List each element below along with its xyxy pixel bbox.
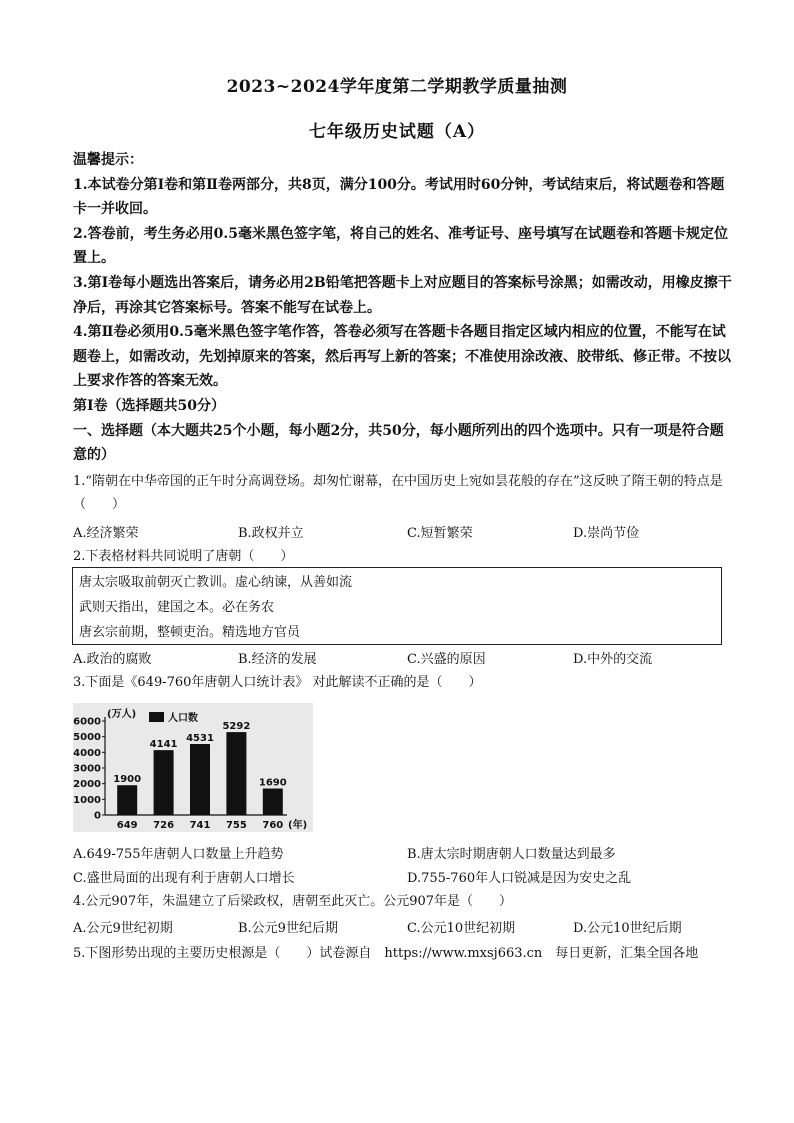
part-title: 一、选择题（本大题共25个小题，每小题2分，共50分，每小题所列出的四个选项中。只有一项是符合题意的）: [73, 422, 724, 464]
q2-option-b: B.经济的发展: [238, 652, 317, 667]
notice-section: [73, 148, 733, 468]
notice-item-2: 2.答卷前，考生务必用0.5毫米黑色签字笔，将自己的姓名、准考证号、座号填写在试题卷和答题卡规定位置上。: [73, 225, 728, 267]
notice-item-1: 1.本试卷分第Ⅰ卷和第Ⅱ卷两部分，共8页，满分100分。考试用时60分钟，考试结束后，将试题卷和答题卡一并收回。: [73, 176, 725, 218]
table-row-1: 唐太宗吸取前朝灭亡教训。虚心纳谏，从善如流: [79, 575, 353, 590]
x-tick-label: 741: [189, 820, 211, 831]
x-tick-label: 726: [153, 820, 175, 831]
x-axis-label: (年): [288, 820, 308, 831]
q3-option-a: A.649-755年唐朝人口数量上升趋势: [73, 847, 284, 862]
q4-option-a: A.公元9世纪初期: [73, 921, 173, 936]
legend-swatch: [149, 712, 164, 722]
bar: [117, 785, 137, 815]
question-4-stem: 4.公元907年，朱温建立了后梁政权，唐朝至此灭亡。公元907年是（ ）: [73, 894, 513, 909]
q1-option-b: B.政权并立: [238, 526, 304, 541]
question-4-options: [73, 917, 733, 939]
x-tick-label: 649: [116, 820, 138, 831]
q4-option-b: B.公元9世纪后期: [238, 921, 338, 936]
table-row-3: 唐玄宗前期，整顿吏治。精选地方官员: [79, 625, 301, 640]
legend-label: 人口数: [168, 713, 198, 724]
bar: [263, 789, 283, 815]
q2-option-c: C.兴盛的原因: [407, 652, 486, 667]
bar: [154, 750, 174, 815]
q2-option-d: D.中外的交流: [573, 652, 653, 667]
question-2-table: [72, 567, 722, 645]
x-tick-label: 760: [262, 820, 284, 831]
y-tick-label: 3000: [73, 763, 101, 775]
exam-title: 2023~2024学年度第二学期教学质量抽测: [226, 77, 568, 97]
notice-item-3: 3.第Ⅰ卷每小题选出答案后，请务必用2B铅笔把答题卡上对应题目的答案标号涂黑；如需改动，用橡皮擦干净后，再涂其它答案标号。答案不能写在试卷上。: [73, 274, 732, 316]
q1-option-a: A.经济繁荣: [73, 526, 139, 541]
data-label: 4141: [149, 739, 178, 751]
y-tick-label: 5000: [73, 732, 101, 744]
data-label: 4531: [186, 733, 214, 745]
q3-option-d: D.755-760年人口锐减是因为安史之乱: [407, 871, 632, 886]
population-chart: [73, 703, 313, 832]
q1-option-c: C.短暂繁荣: [407, 526, 473, 541]
question-1-stem: 1.“隋朝在中华帝国的正午时分高调登场。却匆忙谢幕，在中国历史上宛如昙花般的存在”这反映了隋王朝的特点是（ ）: [73, 474, 723, 512]
q4-option-d: D.公元10世纪后期: [573, 921, 682, 936]
question-1-options: [73, 522, 733, 544]
y-tick-label: 6000: [73, 716, 101, 728]
y-axis-label: (万人): [107, 709, 137, 720]
q2-option-a: A.政治的腐败: [73, 652, 152, 667]
q3-option-b: B.唐太宗时期唐朝人口数量达到最多: [407, 847, 616, 862]
question-3-options-row-1: [73, 843, 733, 865]
exam-subtitle: 七年级历史试题（A）: [308, 122, 486, 142]
question-2-options: [73, 648, 733, 670]
notice-heading: 温馨提示：: [73, 152, 143, 168]
bar: [190, 744, 210, 815]
q4-option-c: C.公元10世纪初期: [407, 921, 516, 936]
question-5-stem: 5.下图形势出现的主要历史根源是（ ）试卷源自 https://www.mxsj663.cn 每日更新，汇集全国各地: [73, 946, 699, 961]
data-label: 5292: [222, 721, 251, 733]
y-tick-label: 0: [94, 810, 101, 822]
q1-option-d: D.崇尚节俭: [573, 526, 640, 541]
notice-item-4: 4.第Ⅱ卷必须用0.5毫米黑色签字笔作答，答卷必须写在答题卡各题目指定区域内相应的位置，不能写在试题卷上，如需改动，先划掉原来的答案，然后再写上新的答案；不准使用涂改液、胶带纸、修正带。不按以上要求作答的答案无效。: [73, 324, 731, 390]
y-tick-label: 1000: [73, 794, 101, 806]
table-row-2: 武则天指出，建国之本。必在务农: [79, 600, 275, 615]
bar: [226, 732, 246, 815]
section-heading: 第Ⅰ卷（选择题共50分）: [73, 397, 226, 414]
population-chart-svg: [73, 703, 313, 832]
y-tick-label: 2000: [73, 779, 101, 791]
data-label: 1900: [113, 774, 142, 786]
q3-option-c: C.盛世局面的出现有利于唐朝人口增长: [73, 871, 295, 886]
y-tick-label: 4000: [73, 747, 101, 759]
question-2-stem: 2.下表格材料共同说明了唐朝（ ）: [73, 549, 294, 564]
x-tick-label: 755: [225, 820, 247, 831]
question-3-options-row-2: [73, 867, 733, 889]
question-3-stem: 3.下面是《649-760年唐朝人口统计表》 对此解读不正确的是（ ）: [73, 675, 482, 690]
data-label: 1690: [258, 777, 287, 789]
